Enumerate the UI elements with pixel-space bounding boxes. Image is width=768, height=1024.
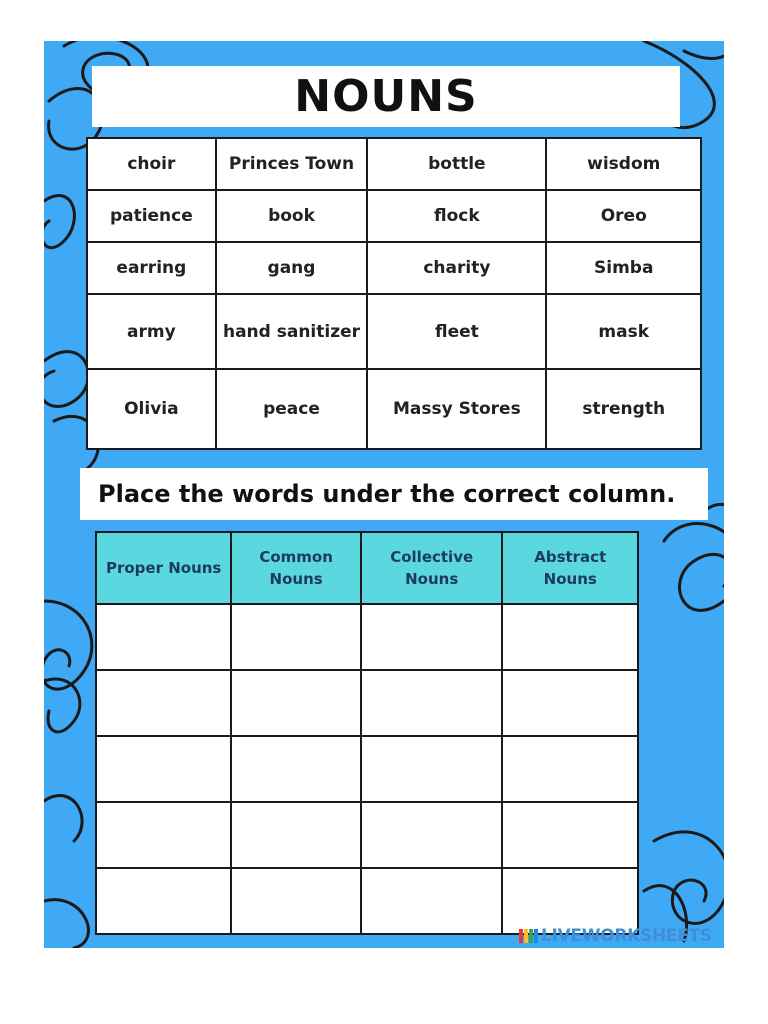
word-card[interactable]: bottle [367,138,546,190]
answer-row [96,736,638,802]
word-card[interactable]: army [87,294,216,369]
word-card[interactable]: flock [367,190,546,242]
word-card[interactable]: hand sanitizer [216,294,368,369]
word-card[interactable]: choir [87,138,216,190]
word-card[interactable]: charity [367,242,546,294]
drop-zone-cell[interactable] [231,670,361,736]
drop-zone-cell[interactable] [502,802,638,868]
word-card[interactable]: wisdom [546,138,701,190]
word-bank-table [86,137,702,450]
drop-zone-cell[interactable] [502,670,638,736]
word-card[interactable]: Olivia [87,369,216,449]
drop-zone-cell[interactable] [231,736,361,802]
drop-zone-cell[interactable] [96,802,231,868]
drop-zone-cell[interactable] [96,670,231,736]
title-banner [92,66,680,127]
word-card[interactable]: patience [87,190,216,242]
drop-zone-cell[interactable] [96,868,231,934]
drop-zone-cell[interactable] [231,802,361,868]
word-card[interactable]: Oreo [546,190,701,242]
sorting-table [95,531,639,935]
instruction-banner [80,468,708,520]
drop-zone-cell[interactable] [231,604,361,670]
drop-zone-cell[interactable] [96,604,231,670]
word-bank-row [87,294,701,369]
word-card[interactable]: Princes Town [216,138,368,190]
drop-zone-cell[interactable] [361,736,503,802]
word-card[interactable]: gang [216,242,368,294]
word-card[interactable]: Massy Stores [367,369,546,449]
drop-zone-cell[interactable] [502,604,638,670]
column-header: Abstract Nouns [502,532,638,604]
liveworksheets-logo-icon [519,929,538,943]
word-bank-row [87,190,701,242]
drop-zone-cell[interactable] [502,736,638,802]
drop-zone-cell[interactable] [361,604,503,670]
word-card[interactable]: strength [546,369,701,449]
watermark-text: LIVEWORKSHEETS [541,926,712,946]
column-header: Common Nouns [231,532,361,604]
drop-zone-cell[interactable] [361,802,503,868]
word-bank-row [87,138,701,190]
word-card[interactable]: fleet [367,294,546,369]
answer-row [96,802,638,868]
drop-zone-cell[interactable] [96,736,231,802]
worksheet-page [44,41,724,948]
answer-row [96,670,638,736]
drop-zone-cell[interactable] [361,670,503,736]
word-card[interactable]: Simba [546,242,701,294]
drop-zone-cell[interactable] [231,868,361,934]
word-bank-row [87,369,701,449]
drop-zone-cell[interactable] [502,868,638,934]
word-bank-row [87,242,701,294]
column-header: Proper Nouns [96,532,231,604]
word-card[interactable]: peace [216,369,368,449]
drop-zone-cell[interactable] [361,868,503,934]
answer-row [96,604,638,670]
page-title: NOUNS [294,71,478,122]
word-card[interactable]: earring [87,242,216,294]
answer-row [96,868,638,934]
word-card[interactable]: book [216,190,368,242]
word-card[interactable]: mask [546,294,701,369]
instruction-text: Place the words under the correct column. [98,480,676,508]
column-header: Collective Nouns [361,532,503,604]
liveworksheets-logo [519,926,712,946]
